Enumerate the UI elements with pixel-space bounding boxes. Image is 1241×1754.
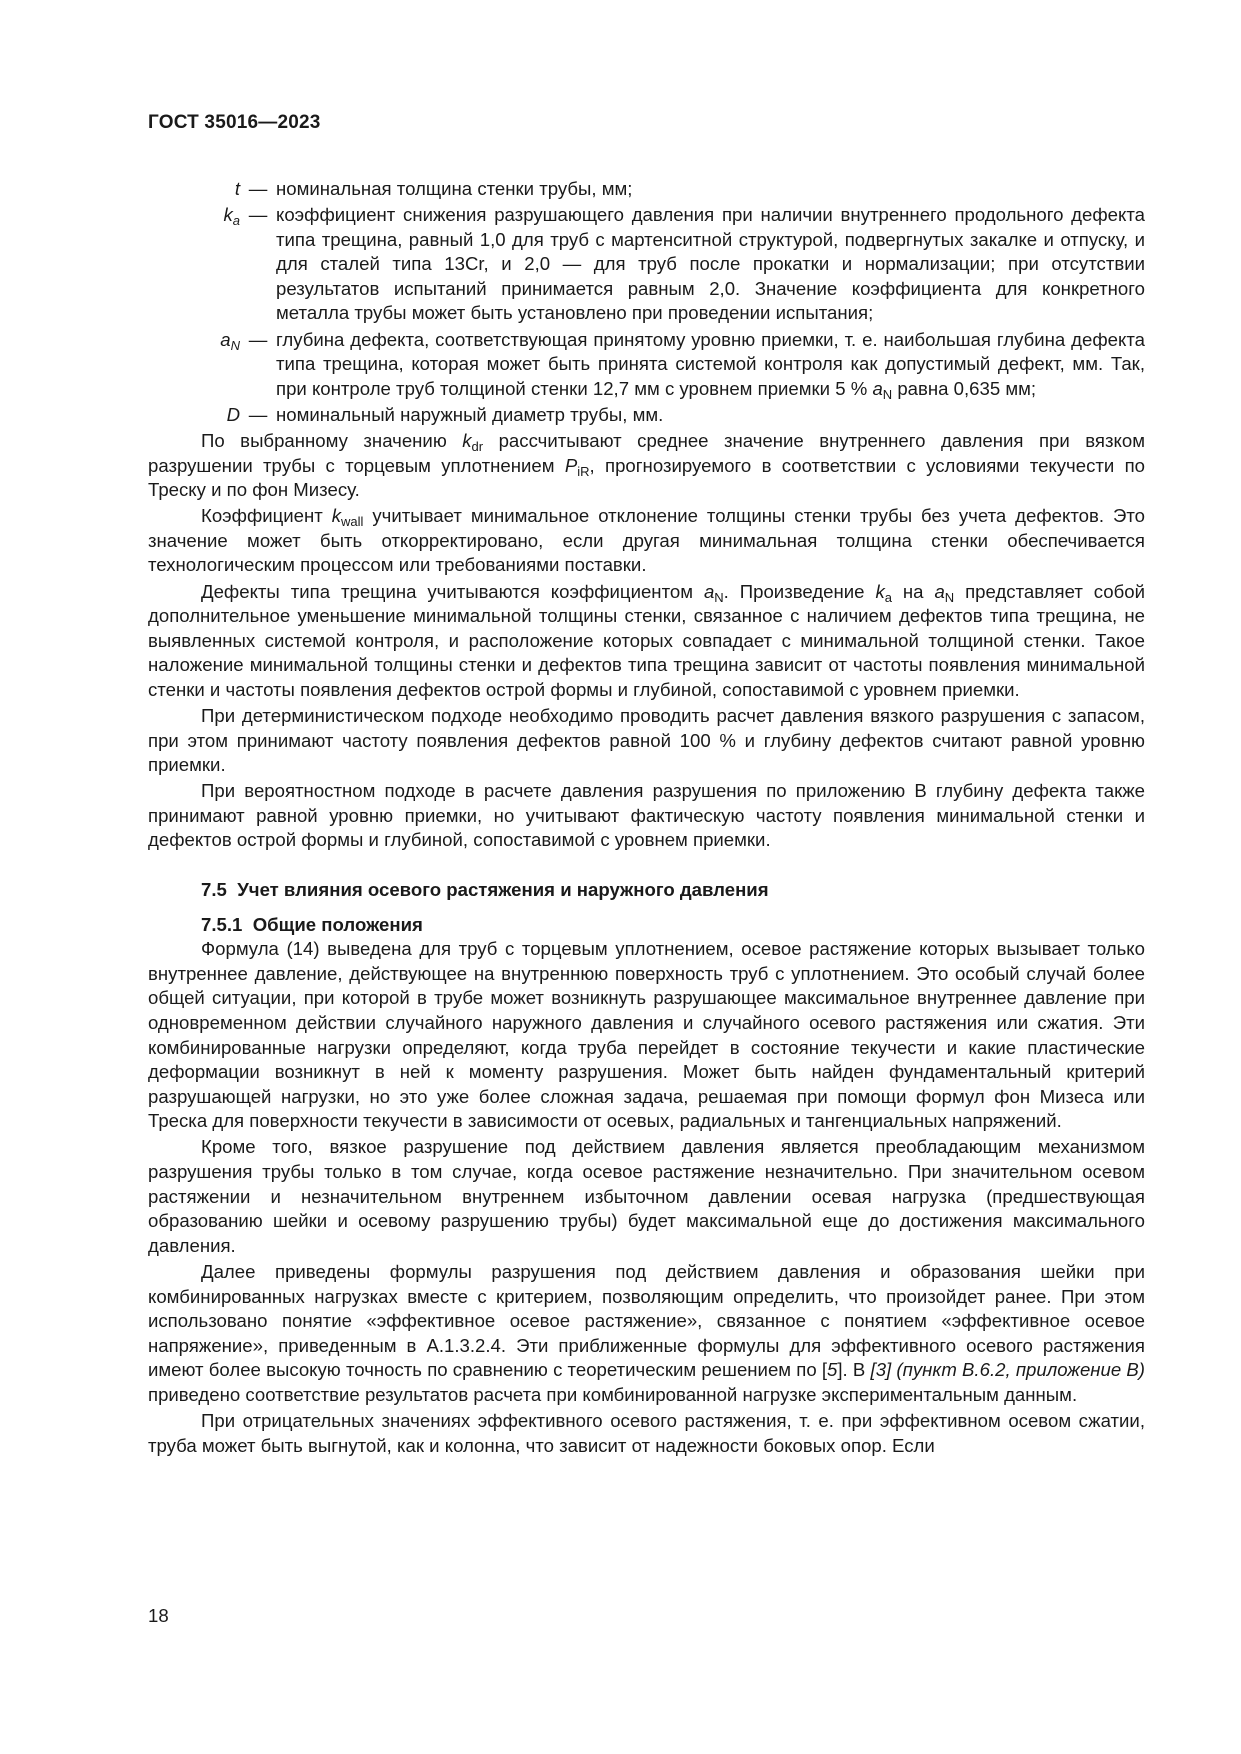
definition-text: глубина дефекта, соответствующая принятому уровню приемки, т. е. наибольшая глубина дефекта типа трещина, которая может быть принята системой контроля как допустимый дефект, мм. Так, при контроле труб толщиной стенки 12,7 мм с уровнем приемки 5 % $a_N$ равна 0,635 мм; bbox=[276, 328, 1145, 402]
definition-symbol: $k_a$ bbox=[223, 204, 240, 229]
definition-symbol: t bbox=[234, 178, 240, 199]
subsection-heading-7-5-1: 7.5.1 Общие положения bbox=[201, 913, 423, 935]
reference-link: [3] (пункт В.6.2, приложение В) bbox=[870, 1359, 1145, 1381]
paragraph-kwall: Коэффициент $k_{wall}$ учитывает минимальное отклонение толщины стенки трубы без учета дефектов. Это значение может быть откорректировано, если другая минимальная толщина стенки обеспечивается технологическим процессом или требованиями поставки. bbox=[148, 505, 1145, 576]
definition-dash: — bbox=[248, 328, 268, 350]
paragraph-kdr: По выбранному значению $k_{dr}$ рассчитывают среднее значение внутреннего давления при вязком разрушении трубы с торцевым уплотнением $P_{iR}$, прогнозируемого в соответствии с условиями текучести по Треску и по фон Мизесу. bbox=[148, 429, 1146, 501]
definition-d bbox=[148, 403, 1145, 428]
definition-symbol: $a_N$ bbox=[220, 328, 240, 353]
section-heading-7-5: 7.5 Учет влияния осевого растяжения и наружного давления bbox=[201, 879, 769, 901]
symbol-definitions-list bbox=[148, 177, 1145, 427]
definition-dash: — bbox=[248, 178, 268, 199]
paragraph-negative-tension: При отрицательных значениях эффективного осевого растяжения, т. е. при эффективном осевом сжатии, труба может быть выгнутой, как и колонна, что зависит от надежности боковых опор. Если bbox=[148, 1410, 1145, 1456]
page-number: 18 bbox=[148, 1605, 169, 1626]
definition-dash: — bbox=[248, 204, 268, 226]
paragraph-combined-loads: Далее приведены формулы разрушения под действием давления и образования шейки при комбинированных нагрузках вместе с критерием, позволяющим определить, что произойдет ранее. При этом использовано понятие «эффективное осевое растяжение», связанное с понятием «эффективное осевое напряжение», приведенным в А.1.3.2.4. Эти приближенные формулы для эффективного осевого растяжения имеют более высокую точность по сравнению с теоретическим решением по [5]. В [3] (пункт В.6.2, приложение В) приведено соответствие результатов расчета при комбинированной нагрузке экспериментальным данным. bbox=[148, 1260, 1145, 1405]
paragraph-crack-defects: Дефекты типа трещина учитываются коэффициентом $a_N$. Произведение $k_a$ на $a_N$ представляет собой дополнительное уменьшение минимальной толщины стенки, связанное с наличием дефектов типа трещина, не выявленных системой контроля, и расположение которых совпадает с минимальной толщиной стенки. Такое наложение минимальной толщины стенки и дефектов типа трещина зависит от частоты появления минимальной стенки и частоты появления дефектов острой формы и глубиной, сопоставимой с уровнем приемки. bbox=[148, 580, 1145, 700]
page-content bbox=[148, 177, 1145, 1460]
definition-an bbox=[148, 328, 1145, 402]
definition-text: номинальная толщина стенки трубы, мм; bbox=[276, 178, 633, 199]
definition-text: номинальный наружный диаметр трубы, мм. bbox=[276, 403, 664, 425]
document-code-header: ГОСТ 35016—2023 bbox=[148, 112, 321, 133]
definition-t bbox=[148, 177, 1145, 202]
definition-ka bbox=[148, 203, 1145, 326]
definition-dash: — bbox=[248, 403, 268, 425]
paragraph-deterministic: При детерминистическом подходе необходимо проводить расчет давления вязкого разрушения с запасом, при этом принимают частоту появления дефектов равной 100 % и глубину дефектов считают равной уровню приемки. bbox=[148, 704, 1145, 776]
paragraph-formula-14: Формула (14) выведена для труб с торцевым уплотнением, осевое растяжение которых вызывает только внутреннее давление, действующее на внутреннюю поверхность труб с уплотнением. Это особый случай более общей ситуации, при которой в трубе может возникнуть разрушающее максимальное внутреннее давление при одновременном действии случайного наружного давления и случайного осевого растяжения или сжатия. Эти комбинированные нагрузки определяют, когда труба перейдет в состояние текучести и какие пластические деформации возникнут в ней к моменту разрушения. Может быть найден фундаментальный критерий разрушающей нагрузки, но это уже более сложная задача, решаемая при помощи формул фон Мизеса или Треска для поверхности текучести в зависимости от осевых, радиальных и тангенциальных напряжений. bbox=[148, 938, 1145, 1132]
definition-symbol: D bbox=[226, 403, 240, 425]
paragraph-ductile-failure: Кроме того, вязкое разрушение под действием давления является преобладающим механизмом разрушения трубы только в том случае, когда осевое растяжение незначительно. При значительном осевом растяжении и незначительном внутреннем избыточном давлении осевая нагрузка (предшествующая образованию шейки и осевому разрушению трубы) будет максимальной еще до достижения максимального давления. bbox=[148, 1136, 1145, 1256]
paragraph-probabilistic: При вероятностном подходе в расчете давления разрушения по приложению В глубину дефекта также принимают равной уровню приемки, но учитывают фактическую частоту появления минимальной стенки и дефектов острой формы и глубиной, сопоставимой с уровнем приемки. bbox=[148, 780, 1145, 851]
definition-text: коэффициент снижения разрушающего давления при наличии внутреннего продольного дефекта типа трещина, равный 1,0 для труб с мартенситной структурой, подвергнутых закалке и отпуску, и для сталей типа 13Cr, и 2,0 — для труб после прокатки и нормализации; при отсутствии результатов испытаний принимается равным 2,0. Значение коэффициента для конкретного металла трубы может быть установлено при проведении испытания; bbox=[276, 204, 1145, 324]
